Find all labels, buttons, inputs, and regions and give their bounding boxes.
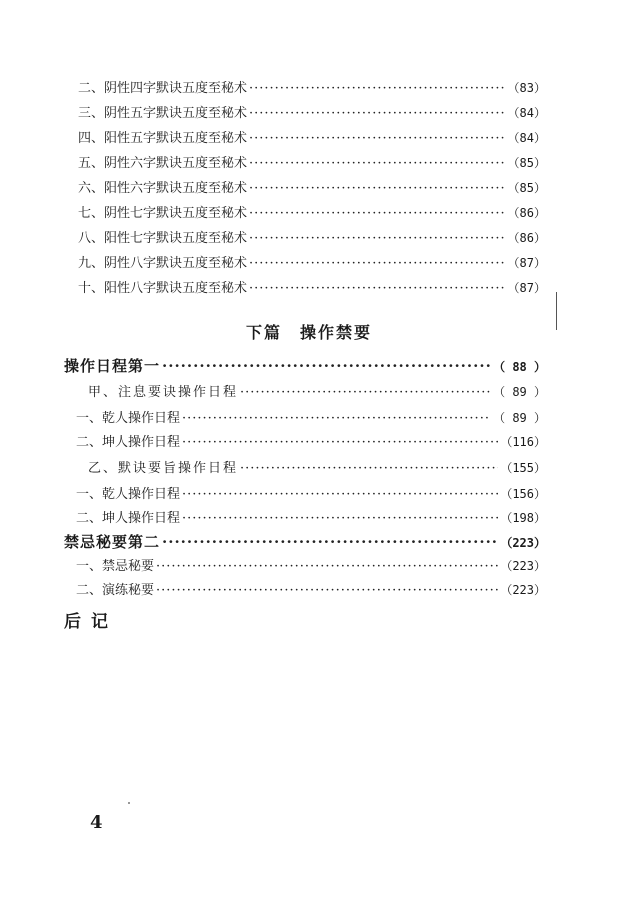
dot-leader bbox=[182, 487, 498, 503]
toc-entry-page: （ 88 ） bbox=[493, 360, 546, 374]
toc-entry-title: 五、阴性六字默诀五度至秘术 bbox=[78, 156, 248, 171]
toc-entry[interactable] bbox=[76, 434, 546, 451]
dot-leader bbox=[249, 281, 506, 297]
toc-entry-page: （223） bbox=[500, 583, 546, 597]
toc-entry-page: （155） bbox=[500, 461, 546, 475]
dot-leader bbox=[249, 181, 506, 197]
dot-leader bbox=[182, 511, 498, 527]
toc-entry-page: （85） bbox=[507, 181, 546, 195]
scan-speck bbox=[128, 802, 130, 804]
section-heading: 下篇 操作禁要 bbox=[246, 323, 373, 342]
dot-leader bbox=[162, 534, 498, 550]
toc-entry[interactable] bbox=[76, 558, 546, 575]
toc-entry[interactable] bbox=[78, 255, 546, 272]
toc-entry-page: （83） bbox=[507, 81, 546, 95]
toc-entry[interactable] bbox=[88, 460, 546, 477]
dot-leader bbox=[249, 206, 506, 222]
toc-entry-page: （86） bbox=[507, 231, 546, 245]
toc-entry[interactable] bbox=[78, 230, 546, 247]
toc-entry[interactable] bbox=[76, 510, 546, 527]
toc-entry-page: （87） bbox=[507, 256, 546, 270]
toc-entry-page: （223） bbox=[500, 536, 546, 550]
toc-entry-title: 三、阴性五字默诀五度至秘术 bbox=[78, 106, 248, 121]
toc-entry[interactable] bbox=[78, 80, 546, 97]
toc-entry-page: （ 89 ） bbox=[493, 411, 546, 425]
toc-entry-title: 四、阳性五字默诀五度至秘术 bbox=[78, 131, 248, 146]
dot-leader bbox=[249, 81, 506, 97]
toc-entry-title: 禁忌秘要第二 bbox=[64, 533, 161, 551]
dot-leader bbox=[249, 131, 506, 147]
toc-entry-title: 甲、注息要诀操作日程 bbox=[88, 385, 239, 400]
toc-entry-page: （ 89 ） bbox=[493, 385, 546, 399]
dot-leader bbox=[156, 583, 498, 599]
toc-entry[interactable] bbox=[76, 486, 546, 503]
toc-entry[interactable] bbox=[78, 180, 546, 197]
toc-entry[interactable] bbox=[76, 582, 546, 599]
toc-entry-page: （87） bbox=[507, 281, 546, 295]
toc-entry-title: 二、坤人操作日程 bbox=[76, 511, 181, 526]
toc-entry-title: 九、阴性八字默诀五度至秘术 bbox=[78, 256, 248, 271]
toc-entry-page: （156） bbox=[500, 487, 546, 501]
scan-edge-mark bbox=[556, 292, 557, 330]
dot-leader bbox=[249, 231, 506, 247]
toc-entry[interactable] bbox=[78, 155, 546, 172]
toc-entry-page: （86） bbox=[507, 206, 546, 220]
toc-entry-title: 七、阴性七字默诀五度至秘术 bbox=[78, 206, 248, 221]
toc-entry[interactable] bbox=[88, 384, 546, 401]
toc-entry-page: （84） bbox=[507, 106, 546, 120]
toc-entry-title: 二、演练秘要 bbox=[76, 583, 155, 598]
toc-chapter-entry[interactable] bbox=[64, 534, 546, 551]
toc-entry-title: 二、坤人操作日程 bbox=[76, 435, 181, 450]
toc-entry-page: （116） bbox=[500, 435, 546, 449]
toc-entry-page: （198） bbox=[500, 511, 546, 525]
toc-afterword[interactable]: 后记 bbox=[64, 612, 118, 632]
toc-entry-title: 操作日程第一 bbox=[64, 357, 161, 375]
dot-leader bbox=[182, 411, 491, 427]
dot-leader bbox=[249, 156, 506, 172]
toc-entry-title: 十、阳性八字默诀五度至秘术 bbox=[78, 281, 248, 296]
toc-entry-page: （84） bbox=[507, 131, 546, 145]
dot-leader bbox=[249, 106, 506, 122]
dot-leader bbox=[182, 435, 498, 451]
dot-leader bbox=[240, 385, 491, 401]
toc-entry-title: 一、禁忌秘要 bbox=[76, 559, 155, 574]
toc-entry[interactable] bbox=[76, 410, 546, 427]
toc-entry-title: 乙、默诀要旨操作日程 bbox=[88, 461, 239, 476]
toc-entry[interactable] bbox=[78, 130, 546, 147]
toc-entry[interactable] bbox=[78, 105, 546, 122]
toc-entry[interactable] bbox=[78, 205, 546, 222]
toc-entry-title: 二、阴性四字默诀五度至秘术 bbox=[78, 81, 248, 96]
toc-entry-title: 一、乾人操作日程 bbox=[76, 487, 181, 502]
toc-chapter-entry[interactable] bbox=[64, 358, 546, 375]
dot-leader bbox=[240, 461, 498, 477]
dot-leader bbox=[156, 559, 498, 575]
toc-entry-title: 六、阳性六字默诀五度至秘术 bbox=[78, 181, 248, 196]
toc-entry[interactable] bbox=[78, 280, 546, 297]
page-number: 4 bbox=[90, 812, 103, 833]
dot-leader bbox=[249, 256, 506, 272]
dot-leader bbox=[162, 358, 491, 374]
toc-entry-page: （85） bbox=[507, 156, 546, 170]
toc-entry-page: （223） bbox=[500, 559, 546, 573]
toc-entry-title: 八、阳性七字默诀五度至秘术 bbox=[78, 231, 248, 246]
toc-entry-title: 一、乾人操作日程 bbox=[76, 411, 181, 426]
